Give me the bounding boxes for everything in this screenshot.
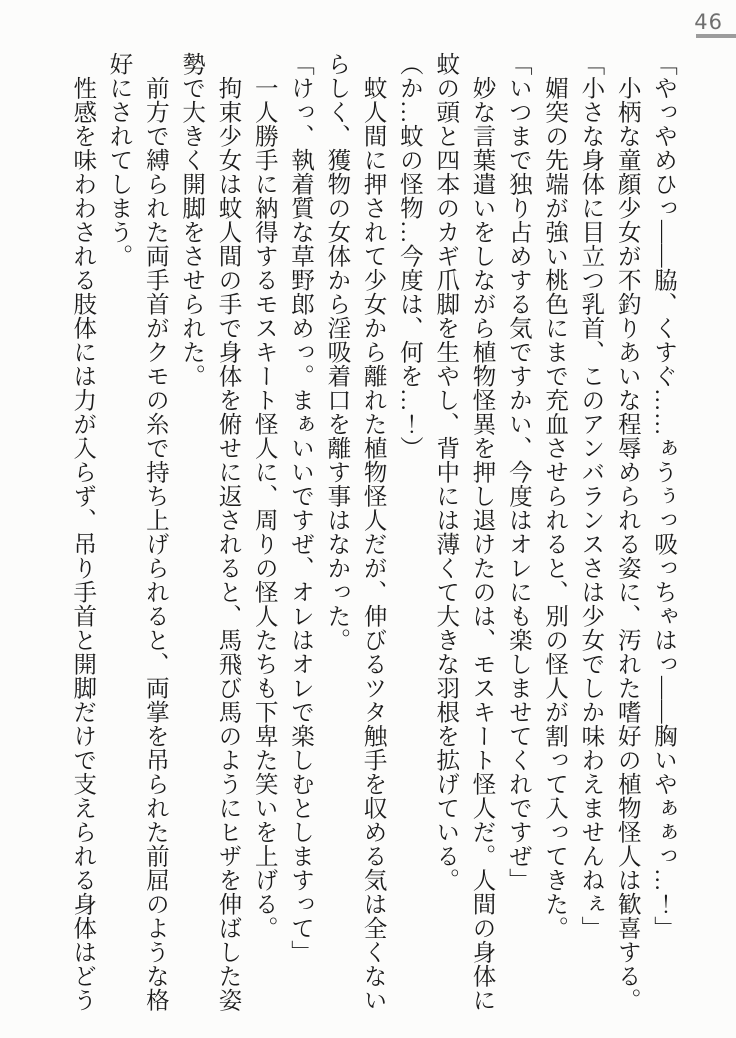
text-column: 妙な言葉遣いをしながら植物怪異を押し退けたのは、モスキート怪人だ。人間の身体に (468, 75, 495, 1012)
text-column: 小柄な童顔少女が不釣りあいな程辱められる姿に、汚れた嗜好の植物怪人は歓喜する。 (613, 75, 640, 1012)
text-column: らしく、獲物の女体から淫吸着口を離す事はなかった。 (323, 52, 350, 652)
text-column: 「いつまで独り占めする気ですかい、今度はオレにも楽しませてくれですぜ」 (504, 52, 531, 892)
text-column: 拘束少女は蚊人間の手で身体を俯せに返されると、馬飛び馬のようにヒザを伸ばした姿 (214, 75, 241, 1012)
text-column: 「やっやめひっ――脇、くすぐ……ぁうぅっ吸っちゃはっ――胸いやぁぁっ…！」 (650, 52, 676, 940)
page-number-underline (696, 34, 736, 38)
text-column: 「けっ、執着質な草野郎めっ。まぁいいですぜ、オレはオレで楽しむとしますって」 (287, 52, 314, 964)
text-column: 前方で縛られた両手首がクモの糸で持ち上げられると、両掌を吊られた前屈のような格 (141, 75, 168, 1012)
text-column: 勢で大きく開脚をさせられた。 (178, 52, 205, 388)
text-column: 一人勝手に納得するモスキート怪人に、周りの怪人たちも下卑た笑いを上げる。 (250, 75, 277, 940)
text-column: 「小さな身体に目立つ乳首、このアンバランスさは少女でしか味わえませんねぇ」 (577, 52, 604, 940)
text-block (63, 52, 681, 1030)
text-column: 蚊の頭と四本のカギ爪脚を生やし、背中には薄くて大きな羽根を拡げている。 (432, 52, 459, 892)
text-column: 性感を味わわされる肢体には力が入らず、吊り手首と開脚だけで支えられる身体はどう (69, 75, 96, 1012)
text-column: 好にされてしまう。 (105, 52, 132, 268)
text-column: （か…蚊の怪物…今度は、何を…！） (395, 52, 422, 460)
page-number: 46 (694, 10, 723, 34)
text-column: 蚊人間に押されて少女から離れた植物怪人だが、伸びるツタ触手を収める気は全くない (359, 75, 386, 1012)
text-column: 媚突の先端が強い桃色にまで充血させられると、別の怪人が割って入ってきた。 (541, 75, 568, 940)
